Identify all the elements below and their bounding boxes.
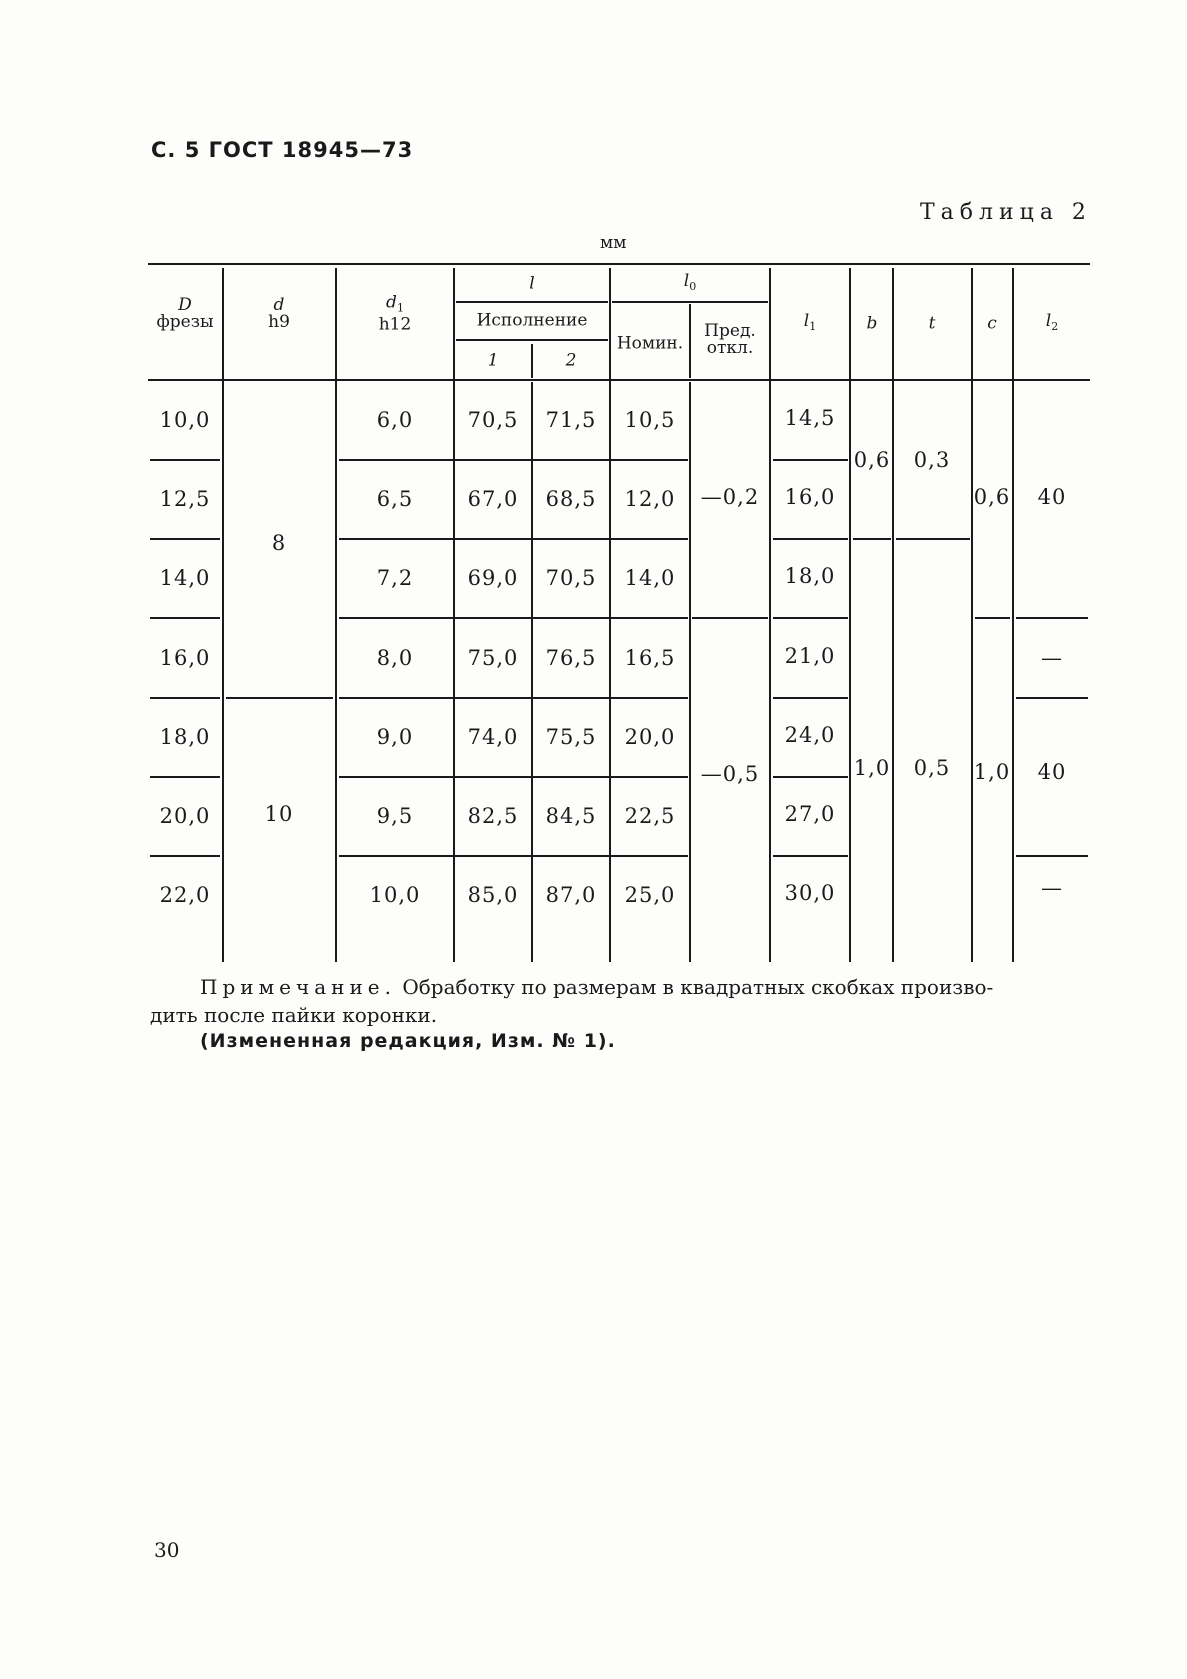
cell-D: 20,0 (159, 804, 211, 828)
header-b (866, 313, 878, 334)
table-grid (148, 262, 1090, 964)
header-isp1-text: 1 (487, 350, 499, 371)
cell-nomin: 14,0 (624, 566, 676, 590)
header-l1-index: 1 (809, 320, 817, 334)
header-ispolnenie: Исполнение (476, 310, 588, 331)
cell-D: 18,0 (159, 725, 211, 749)
header-l2-symbol: l (1045, 310, 1052, 331)
header-D-symbol: D (178, 295, 192, 315)
amendment-note: (Измененная редакция, Изм. № 1). (200, 1030, 616, 1052)
cell-D: 10,0 (159, 408, 211, 432)
cell-D: 14,0 (159, 566, 211, 590)
cell-l2-dash2: — (1041, 876, 1063, 900)
header-d-symbol: d (273, 295, 285, 315)
header-isp1 (487, 350, 499, 371)
header-l-symbol: l (529, 273, 535, 294)
header-pred-line1: Пред. (704, 321, 756, 341)
cell-l1: 14,5 (784, 406, 836, 430)
cell-D: 12,5 (159, 487, 211, 511)
header-d (268, 297, 290, 331)
table-label: Таблица 2 (920, 200, 1092, 225)
cell-D: 16,0 (159, 646, 211, 670)
header-l0-index: 0 (689, 280, 697, 294)
cell-c-group2: 1,0 (973, 760, 1011, 784)
dimensions-table (148, 262, 1090, 964)
cell-l1: 24,0 (784, 723, 836, 747)
cell-isp2: 68,5 (545, 487, 597, 511)
cell-d-group2: 10 (264, 802, 294, 826)
header-D-sub: фрезы (156, 312, 214, 332)
cell-nomin: 16,5 (624, 646, 676, 670)
cell-d1: 8,0 (376, 646, 414, 670)
cell-d1: 9,0 (376, 725, 414, 749)
note-text-2: дить после пайки коронки. (150, 1003, 438, 1027)
header-d1-index: 1 (396, 301, 404, 315)
cell-t-group2: 0,5 (913, 756, 951, 780)
cell-d1: 7,2 (376, 566, 414, 590)
cell-isp2: 70,5 (545, 566, 597, 590)
cell-isp2: 87,0 (545, 883, 597, 907)
header-d1 (379, 294, 412, 333)
header-l (529, 273, 535, 294)
cell-nomin: 10,5 (624, 408, 676, 432)
note-text-1: Обработку по размерам в квадратных скобках произво- (402, 975, 994, 999)
header-l2-index: 2 (1051, 320, 1059, 334)
cell-c-group1: 0,6 (973, 485, 1011, 509)
cell-pred-group2: —0,5 (700, 762, 760, 786)
cell-l2-group1: 40 (1037, 485, 1067, 509)
cell-isp2: 75,5 (545, 725, 597, 749)
cell-isp1: 70,5 (467, 408, 519, 432)
header-l1 (803, 310, 817, 335)
cell-nomin: 22,5 (624, 804, 676, 828)
header-l0 (683, 270, 697, 295)
header-pred (704, 323, 756, 357)
header-D (156, 297, 213, 331)
header-t-symbol: t (928, 313, 936, 334)
header-nomin: Номин. (616, 333, 684, 354)
header-d1-symbol: d (386, 292, 397, 313)
cell-t-group1: 0,3 (913, 448, 951, 472)
note-label: Примечание. (200, 975, 396, 999)
cell-nomin: 20,0 (624, 725, 676, 749)
cell-d-group1: 8 (271, 531, 287, 555)
header-pred-line2: откл. (706, 338, 754, 358)
cell-l2-group2: 40 (1037, 760, 1067, 784)
page-header: С. 5 ГОСТ 18945—73 (151, 138, 414, 162)
cell-d1: 10,0 (369, 883, 421, 907)
cell-b-group1: 0,6 (853, 448, 891, 472)
header-t (928, 313, 936, 334)
cell-isp2: 84,5 (545, 804, 597, 828)
cell-isp1: 69,0 (467, 566, 519, 590)
cell-D: 22,0 (159, 883, 211, 907)
cell-l1: 30,0 (784, 881, 836, 905)
cell-isp1: 67,0 (467, 487, 519, 511)
cell-nomin: 12,0 (624, 487, 676, 511)
header-d-sub: h9 (268, 312, 290, 332)
header-c (987, 313, 997, 334)
cell-isp1: 82,5 (467, 804, 519, 828)
cell-isp2: 76,5 (545, 646, 597, 670)
cell-isp1: 74,0 (467, 725, 519, 749)
header-l2 (1045, 310, 1059, 335)
cell-b-group2: 1,0 (853, 756, 891, 780)
cell-nomin: 25,0 (624, 883, 676, 907)
header-isp2-text: 2 (565, 350, 577, 371)
cell-d1: 6,5 (376, 487, 414, 511)
cell-l1: 27,0 (784, 802, 836, 826)
cell-l1: 18,0 (784, 564, 836, 588)
header-b-symbol: b (866, 313, 878, 334)
header-d1-sub: h12 (378, 314, 412, 335)
cell-isp1: 85,0 (467, 883, 519, 907)
cell-l2-dash1: — (1041, 646, 1063, 670)
cell-isp1: 75,0 (467, 646, 519, 670)
table-note (150, 973, 1090, 1029)
header-l0-symbol: l (683, 270, 690, 291)
cell-d1: 9,5 (376, 804, 414, 828)
cell-l1: 21,0 (784, 644, 836, 668)
header-l1-symbol: l (803, 310, 810, 331)
cell-d1: 6,0 (376, 408, 414, 432)
header-isp2 (565, 350, 577, 371)
header-c-symbol: c (987, 313, 997, 334)
page-number: 30 (154, 1538, 180, 1562)
cell-l1: 16,0 (784, 485, 836, 509)
unit-label: мм (600, 233, 627, 253)
cell-isp2: 71,5 (545, 408, 597, 432)
cell-pred-group1: —0,2 (700, 485, 760, 509)
